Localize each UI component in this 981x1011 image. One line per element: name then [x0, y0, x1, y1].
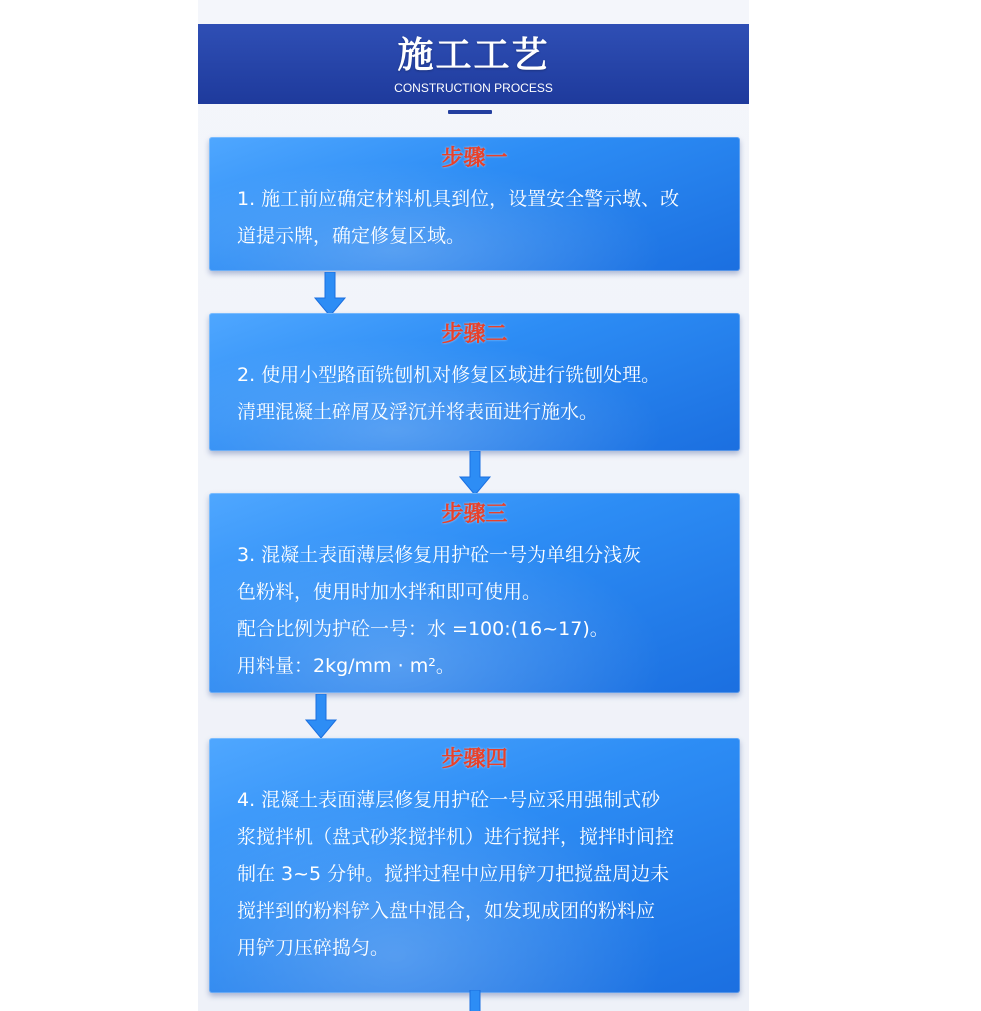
- step-text: 1. 施工前应确定材料机具到位，设置安全警示墩、改 道提示牌，确定修复区域。: [237, 188, 680, 247]
- step-title: 步骤四: [441, 747, 508, 772]
- section-header: [198, 24, 749, 104]
- step-card-1: [209, 137, 740, 271]
- arrow-down-icon: [458, 451, 492, 497]
- arrow-down-icon: [458, 990, 492, 1011]
- step-title: 步骤一: [441, 146, 508, 171]
- step-text: 2. 使用小型路面铣刨机对修复区域进行铣刨处理。 清理混凝土碎屑及浮沉并将表面进行施水。: [237, 364, 661, 423]
- step-title: 步骤二: [441, 322, 508, 347]
- step-title: 步骤三: [441, 502, 508, 527]
- arrow-down-icon: [304, 694, 338, 740]
- step-card-4: [209, 738, 740, 993]
- step-card-2: [209, 313, 740, 451]
- header-underline: [448, 110, 492, 114]
- arrow-down-icon: [313, 272, 347, 318]
- step-card-3: [209, 493, 740, 693]
- step-text: 3. 混凝土表面薄层修复用护砼一号为单组分浅灰 色粉料，使用时加水拌和即可使用。 配合比例为护砼一号：水 =100:(16~17)。 用料量：2kg/mm · m²。: [237, 544, 642, 677]
- section-title: 施工工艺: [397, 35, 550, 76]
- step-text: 4. 混凝土表面薄层修复用护砼一号应采用强制式砂 浆搅拌机（盘式砂浆搅拌机）进行搅拌，搅拌时间控 制在 3~5 分钟。搅拌过程中应用铲刀把搅盘周边未 搅拌到的粉料铲入盘中混合，如发现成团的粉料应 用铲刀压碎捣匀。: [237, 789, 675, 959]
- section-subtitle: CONSTRUCTION PROCESS: [394, 81, 553, 95]
